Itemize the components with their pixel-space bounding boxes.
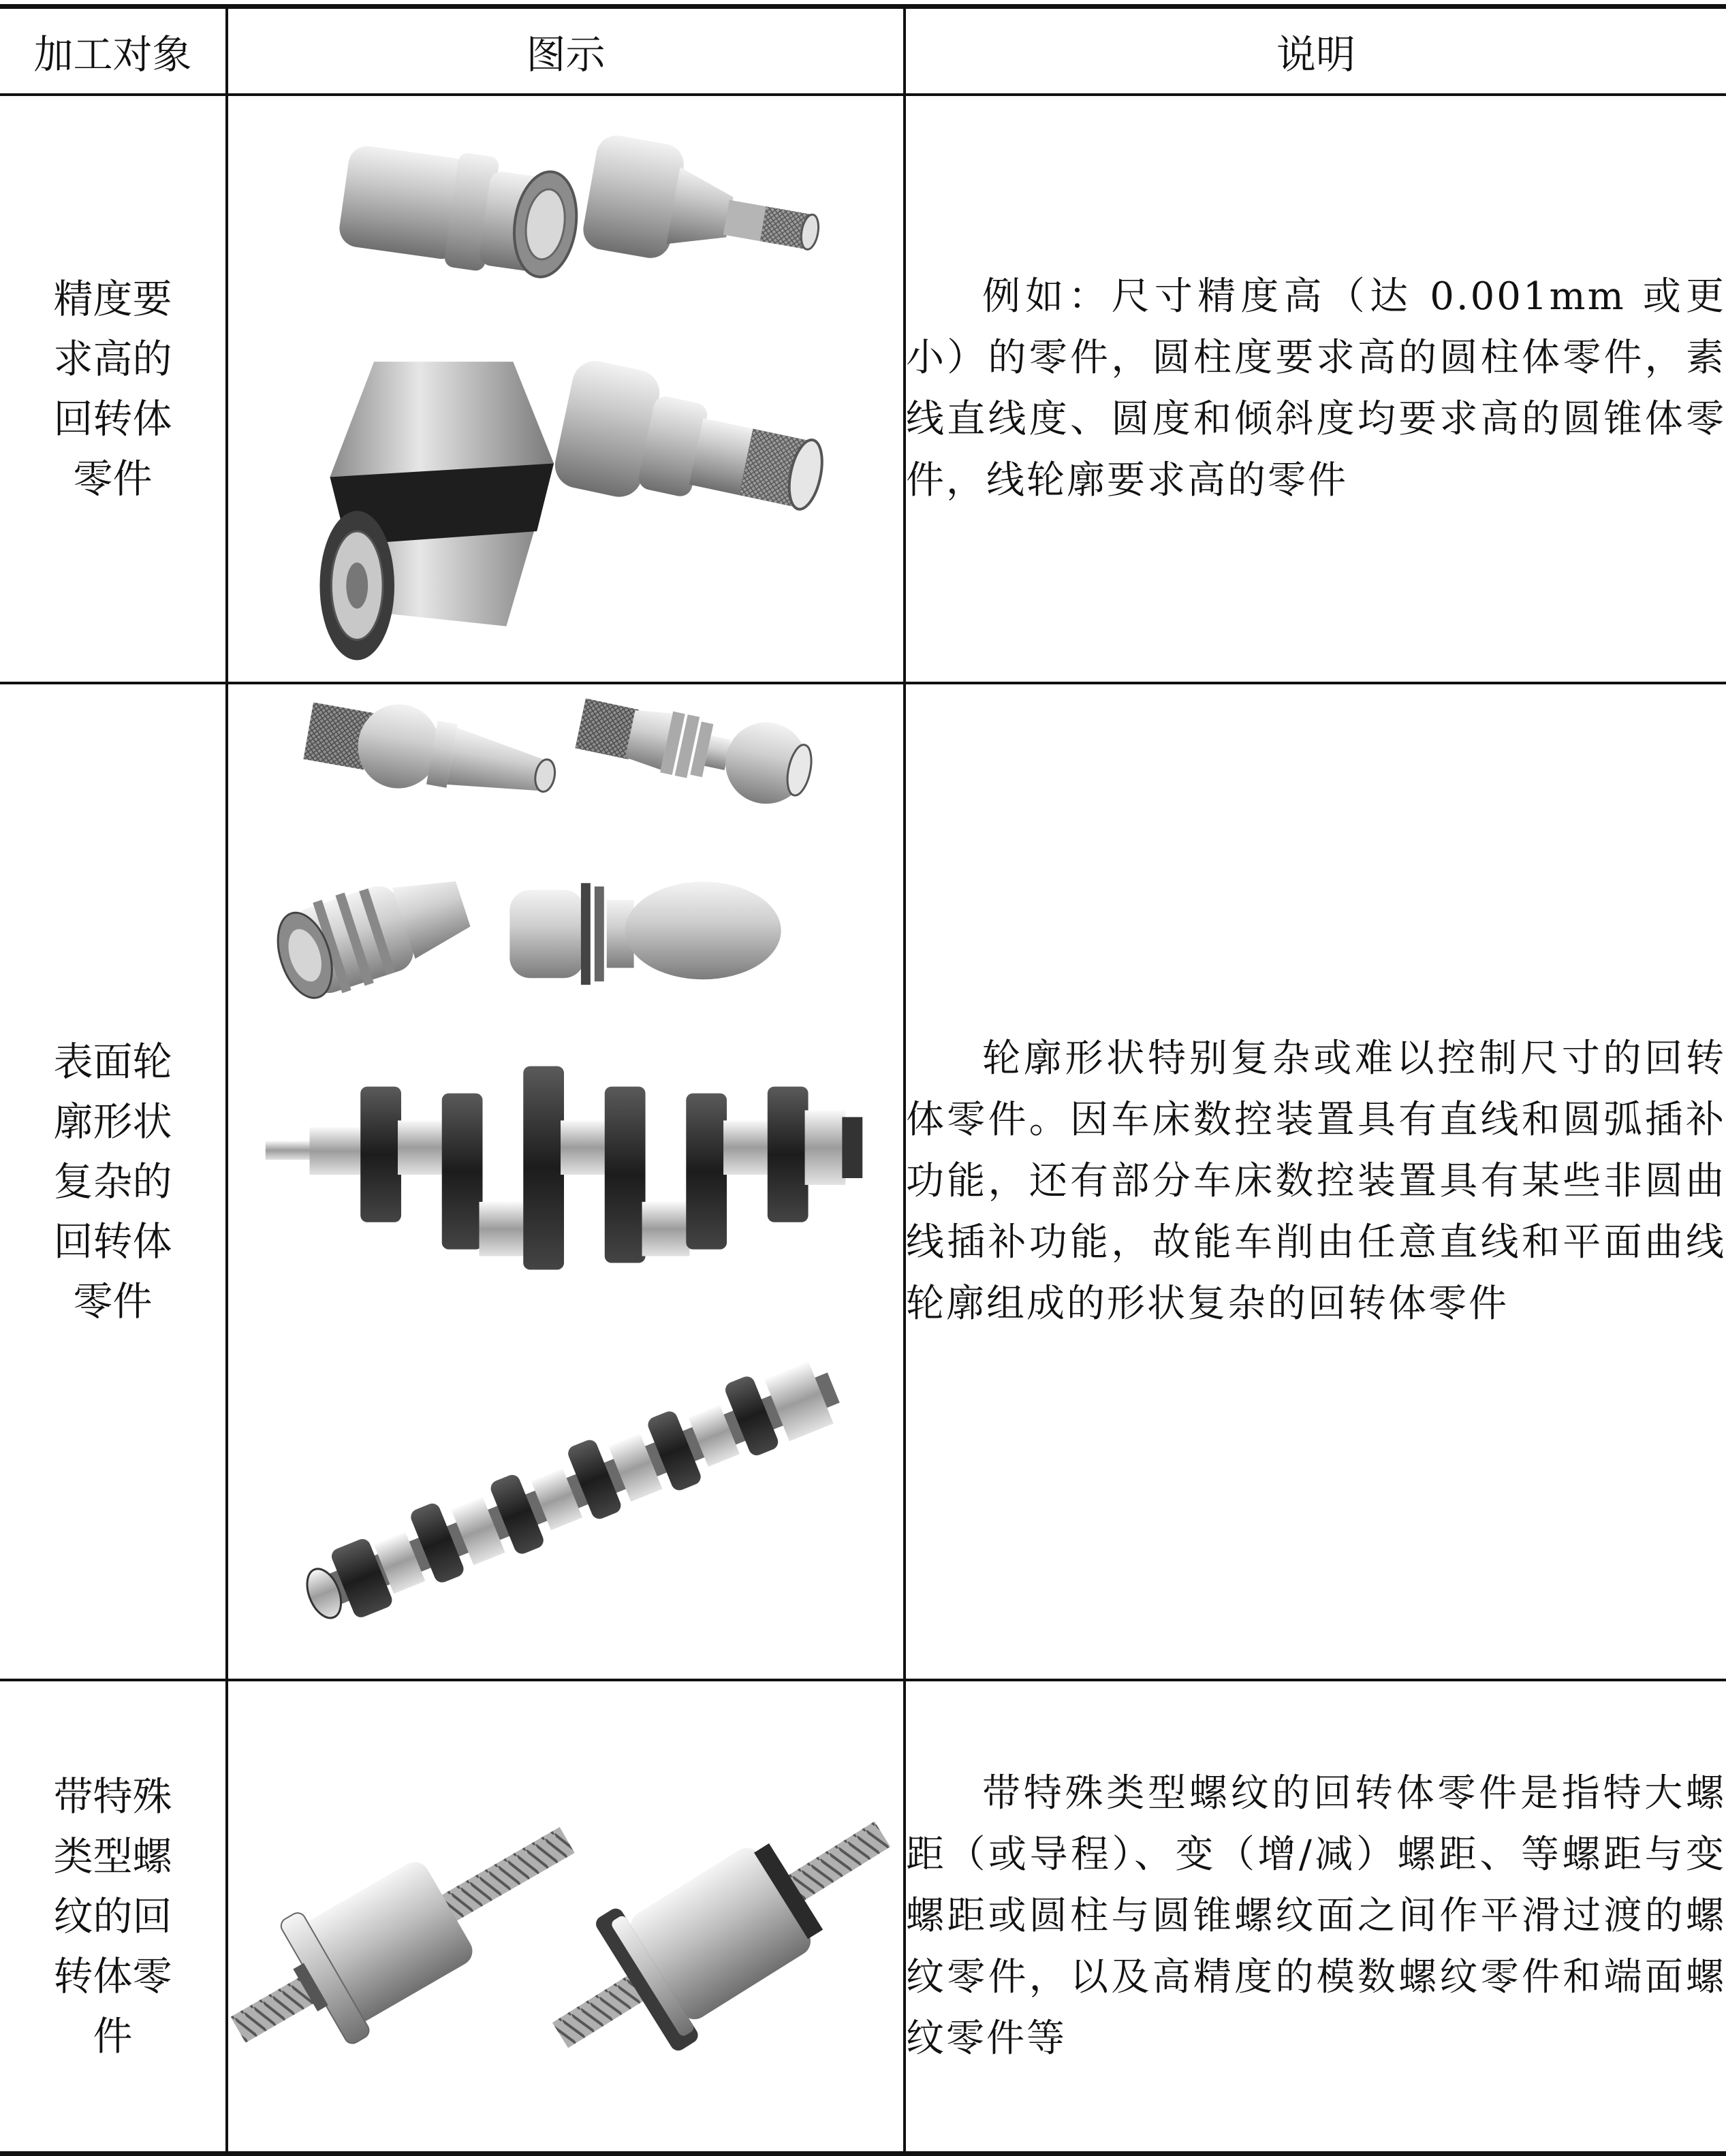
header-figure: 图示	[227, 7, 905, 95]
ball-screw-left	[228, 1777, 602, 2091]
header-row	[0, 7, 1726, 95]
crankshaft	[266, 1066, 862, 1270]
description-cell	[905, 1680, 1726, 2154]
bulb-part	[509, 882, 781, 985]
ball-screw-right	[518, 1766, 903, 2100]
camshaft	[294, 1348, 848, 1634]
threaded-cone-part	[551, 357, 834, 537]
grooved-cone-part	[267, 859, 477, 1008]
figure-cell	[227, 683, 905, 1680]
description-text: 带特殊类型螺纹的回转体零件是指特大螺距（或导程）、变（增/减）螺距、等螺距与变螺距或圆柱与圆锥螺纹面之间作平滑过渡的螺纹零件，以及高精度的模数螺纹零件和端面螺纹零件等	[906, 1771, 1726, 2061]
figure-cell	[227, 95, 905, 683]
table-row	[0, 683, 1726, 1680]
object-label: 精度要求高的回转体零件	[53, 276, 172, 502]
description-cell	[905, 683, 1726, 1680]
tapered-sleeve-part	[319, 362, 554, 660]
header-description: 说明	[905, 7, 1726, 95]
description-text: 例如：尺寸精度高（达 0.001mm 或更小）的零件，圆柱度要求高的圆柱体零件，素线直线度、圆度和倾斜度均要求高的圆锥体零件，线轮廓要求高的零件	[906, 274, 1726, 503]
grooved-ball-part	[572, 684, 819, 812]
table-row	[0, 1680, 1726, 2154]
object-cell	[0, 683, 227, 1680]
description-cell	[905, 95, 1726, 683]
header-object: 加工对象	[0, 7, 227, 95]
threaded-stepped-part	[580, 132, 829, 286]
machining-objects-table	[0, 4, 1726, 2156]
table-row	[0, 95, 1726, 683]
object-cell	[0, 1680, 227, 2154]
special-thread-parts-figure	[228, 1681, 903, 2151]
figure-cell	[227, 1680, 905, 2154]
threaded-contour-part	[301, 689, 562, 815]
object-label: 表面轮廓形状复杂的回转体零件	[53, 1039, 172, 1325]
complex-contour-parts-figure	[228, 684, 903, 1679]
object-cell	[0, 95, 227, 683]
object-label: 带特殊类型螺纹的回转体零件	[53, 1773, 172, 2059]
description-text: 轮廓形状特别复杂或难以控制尺寸的回转体零件。因车床数控装置具有直线和圆弧插补功能，还有部分车床数控装置具有某些非圆曲线插补功能，故能车削由任意直线和平面曲线轮廓组成的形状复杂的回转体零件	[906, 1036, 1726, 1326]
precision-parts-figure	[228, 96, 903, 682]
stepped-shaft-part	[336, 137, 584, 283]
